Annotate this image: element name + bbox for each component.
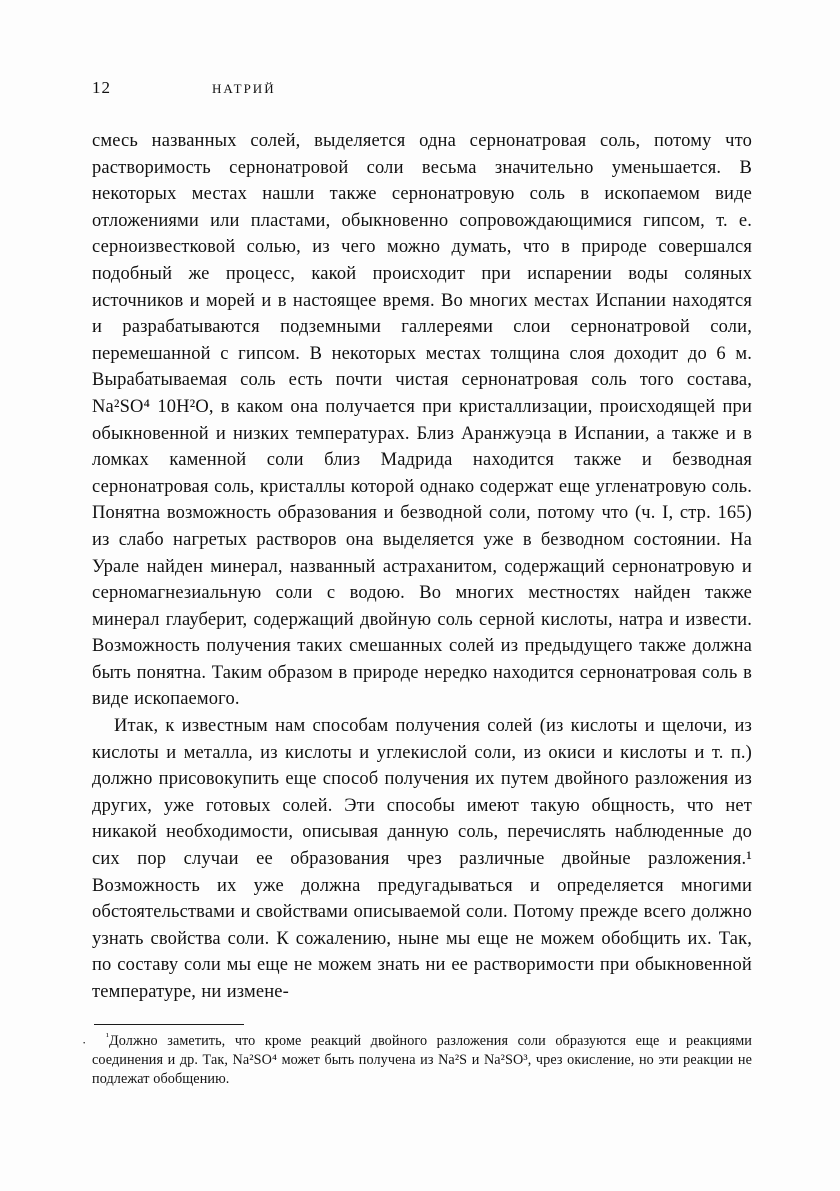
running-head: [92, 78, 752, 98]
page-number: 12: [92, 78, 111, 97]
footnote-divider: [94, 1024, 244, 1025]
footnote-marker: ¹: [106, 1030, 109, 1042]
footnote-text: Должно заметить, что кроме реакций двойного разложения соли образуются еще и реакциями соединения и др. Так, Na²SO⁴ может быть получена из Na²S и Na²SO³, чрез окисление, но эти реакции не подлежат обобщению.: [92, 1032, 752, 1087]
footnote-bullet: ·: [82, 1034, 87, 1050]
body-text: [92, 128, 752, 1006]
footnote: [82, 1030, 752, 1090]
paragraph: Итак, к известным нам способам получения солей (из кислоты и щелочи, из кислоты и металла, из кислоты и углекислой соли, из окиси и кислоты и т. п.) должно присовокупить еще способ получения их путем двойного разложения из других, уже готовых солей. Эти способы имеют такую общность, что нет никакой необходимости, описывая данную соль, перечислять наблюденные до сих пор случаи ее образования чрез различные двойные разложения.¹ Возможность их уже должна предугадываться и определяется многими обстоятельствами и свойствами описываемой соли. Потому прежде всего должно узнать свойства соли. К сожалению, ныне мы еще не можем обобщить их. Так, по составу соли мы еще не можем знать ни ее растворимости при обыкновенной температуре, ни измене-: [92, 716, 752, 1002]
running-head-title: НАТРИЙ: [212, 81, 276, 96]
page-content: [82, 78, 752, 1089]
paragraph: смесь названных солей, выделяется одна сернонатровая соль, потому что растворимость сернонатровой соли весьма значительно уменьшается. В некоторых местах нашли также сернонатровую соль в ископаемом виде отложениями или пластами, обыкновенно сопровождающимися гипсом, т. е. серноизвестковой солью, из чего можно думать, что в природе совершался подобный же процесс, какой происходит при испарении воды соляных источников и морей и в настоящее время. Во многих местах Испании находятся и разрабатываются подземными галлереями слои сернонатровой соли, перемешанной с гипсом. В некоторых местах толщина слоя доходит до 6 м. Вырабатываемая соль есть почти чистая сернонатровая соль того состава, Na²SO⁴ 10H²O, в каком она получается при кристаллизации, происходящей при обыкновенной и низких температурах. Близ Аранжуэца в Испании, а также и в ломках каменной соли близ Мадрида находится также и безводная сернонатровая соль, кристаллы которой однако содержат еще угленатровую соль. Понятна возможность образования и безводной соли, потому что (ч. I, стр. 165) из слабо нагретых растворов она выделяется уже в безводном состоянии. На Урале найден минерал, названный астраханитом, содержащий сернонатровую и серномагнезиальную соли с водою. Во многих местностях найден также минерал глауберит, содержащий двойную соль серной кислоты, натра и извести. Возможность получения таких смешанных солей из предыдущего также должна быть понятна. Таким образом в природе нередко находится сернонатровая соль в виде ископаемого.: [92, 131, 752, 710]
